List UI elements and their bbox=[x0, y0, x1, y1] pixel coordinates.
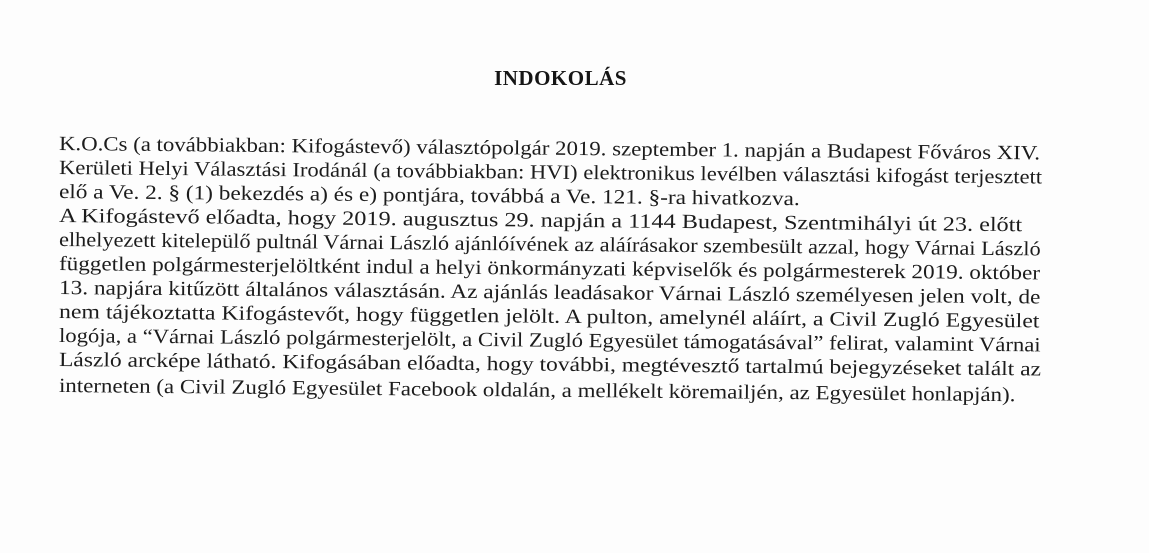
heading-text: INDOKOLÁS bbox=[494, 66, 627, 90]
text-line: A Kifogástevő előadta, hogy 2019. augusztus 29. napján a 1144 Budapest, Szentmihályi út 23. előtt bbox=[58, 205, 1023, 237]
text-line: elő a Ve. 2. § (1) bekezdés a) és e) pontjára, továbbá a Ve. 121. §-ra hivatkozva. bbox=[58, 181, 800, 211]
text-line: László arcképe látható. Kifogásában előadta, hogy további, megtévesztő tartalmú bejegyzéseket talált az bbox=[58, 349, 1042, 381]
text-line: logója, a “Várnai László polgármesterjelölt, a Civil Zugló Egyesület támogatásával” felirat, valamint Várnai bbox=[58, 325, 1041, 357]
text-line: interneten (a Civil Zugló Egyesület Facebook oldalán, a mellékelt köremailjén, az Egyesület honlapján). bbox=[58, 375, 1016, 407]
text-line: K.O.Cs (a továbbiakban: Kifogástevő) választópolgár 2019. szeptember 1. napján a Budapest Főváros XIV. bbox=[58, 133, 1041, 165]
text-line: elhelyezett kitelepülő pultnál Várnai László ajánlóívének az aláírásakor szembesült azzal, hogy Várnai László bbox=[58, 229, 1041, 261]
text-line: 13. napjára kitűzött általános választásán. Az ajánlás leadásakor Várnai László személyesen jelen volt, de bbox=[58, 277, 1041, 309]
text-line: Kerületi Helyi Választási Irodánál (a továbbiakban: HVI) elektronikus levélben választási kifogást terjesztett bbox=[58, 157, 1043, 189]
text-line: független polgármesterjelöltként indul a helyi önkormányzati képviselők és polgármesterek 2019. október bbox=[58, 253, 1041, 285]
text-line: nem tájékoztatta Kifogástevőt, hogy független jelölt. A pulton, amelynél aláírt, a Civil Zugló Egyesület bbox=[58, 301, 1040, 333]
